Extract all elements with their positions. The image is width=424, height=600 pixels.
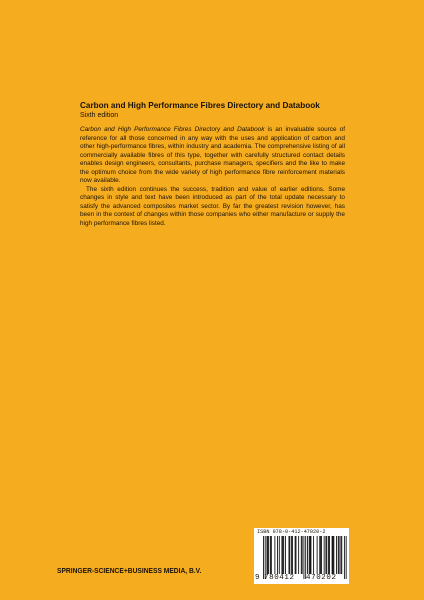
- barcode-bar: [267, 536, 268, 574]
- barcode-bar: [303, 536, 304, 579]
- barcode-bar: [267, 536, 268, 574]
- description-paragraph-1-text: is an invaluable source of reference for all those concerned in any way with the uses and application of carbon and other high-performance fibres, within industry and academia. The comprehensive listing of all commercially available fibres of this type, together with carefully structured contact details enables design engineers, consultants, purchase managers, specifiers and the like to make the optimum choice from the wide variety of high performance fibre reinforcement materials now available.: [80, 126, 345, 185]
- barcode-bar: [302, 536, 303, 574]
- barcode-bar: [333, 536, 334, 574]
- barcode-bar: [277, 536, 278, 574]
- barcode-bar: [295, 536, 296, 574]
- barcode-bar: [263, 536, 264, 579]
- ean-digits: [254, 574, 349, 583]
- description-paragraph-1: [80, 126, 345, 186]
- barcode-bar: [274, 536, 275, 574]
- edition-label: Sixth edition: [80, 112, 119, 119]
- barcode-bar: [319, 536, 320, 574]
- barcode-bar: [298, 536, 299, 574]
- publisher-name: SPRINGER-SCIENCE+BUSINESS MEDIA, B.V.: [57, 566, 202, 575]
- barcode-bar: [271, 536, 272, 574]
- barcode-bar: [268, 536, 269, 574]
- barcode-bar: [328, 536, 329, 574]
- barcode-bar: [281, 536, 282, 574]
- book-title: Carbon and High Performance Fibres Directory and Databook: [80, 101, 320, 110]
- barcode-bar: [265, 536, 266, 579]
- isbn-barcode: [254, 528, 349, 584]
- barcode-bar: [313, 536, 314, 574]
- barcode-bar: [301, 536, 302, 574]
- barcode-bar: [311, 536, 312, 574]
- barcode-bar: [283, 536, 284, 574]
- barcode-bar: [317, 536, 318, 574]
- barcode-bar: [307, 536, 308, 574]
- barcode-bar: [289, 536, 290, 574]
- barcode-bar: [305, 536, 306, 579]
- description-paragraph-2: The sixth edition continues the success, tradition and value of earlier editions. Some changes in style and text have been introduced as part of the total update necessary to satisfy the advanced composites market sector. By far the greatest revision however, has been in the context of changes within those companies who either manufacture or supply the high performance fibres listed.: [80, 185, 345, 228]
- description-text: [80, 126, 345, 229]
- barcode-bar: [340, 536, 341, 574]
- ean-right-digits: 470202: [306, 574, 337, 582]
- barcode-bar: [310, 536, 311, 574]
- barcode-bar: [341, 536, 342, 574]
- barcode-bar: [332, 536, 333, 574]
- barcode-bar: [339, 536, 340, 574]
- barcode-bar: [326, 536, 327, 574]
- barcode-bar: [333, 536, 334, 574]
- barcode-bar: [270, 536, 271, 574]
- barcode-bar: [344, 536, 345, 579]
- barcode-bar: [329, 536, 330, 574]
- isbn-label: ISBN 978-0-412-47020-2: [257, 529, 326, 535]
- barcode-bar: [320, 536, 321, 574]
- barcode-bar: [346, 536, 347, 579]
- barcode-bar: [279, 536, 280, 574]
- barcode-bar: [291, 536, 292, 574]
- barcode-bar: [282, 536, 283, 574]
- ean-first-digit: 9: [255, 574, 260, 582]
- description-italic-title: Carbon and High Performance Fibres Directory and Databook: [80, 126, 265, 133]
- barcode-bar: [324, 536, 325, 574]
- barcode-bar: [321, 536, 322, 574]
- barcode-bar: [289, 536, 290, 574]
- barcode-bar: [336, 536, 337, 574]
- barcode-bar: [285, 536, 286, 574]
- ean-left-digits: 780412: [264, 574, 295, 582]
- barcode-bar: [325, 536, 326, 574]
- barcode-bar: [338, 536, 339, 574]
- barcode-bar: [296, 536, 297, 574]
- barcode-bar: [292, 536, 293, 574]
- barcode-bar: [309, 536, 310, 574]
